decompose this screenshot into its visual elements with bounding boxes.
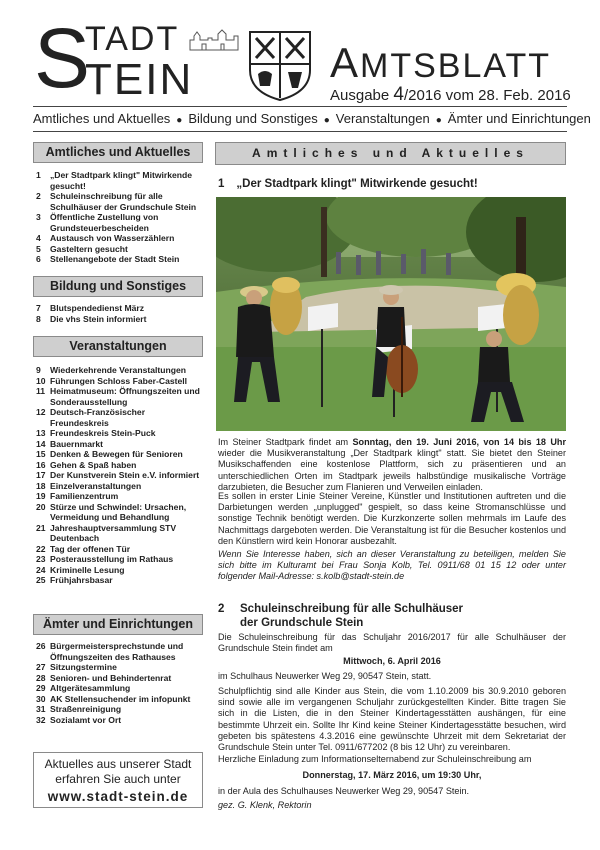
sidebar-list <box>36 303 206 324</box>
list-item: 3 Öffentliche Zustellung von Grundsteuerbescheiden <box>36 212 159 233</box>
list-item: 31 Straßenreinigung <box>36 704 122 714</box>
list-item: 16 Gehen & Spaß haben <box>36 459 137 470</box>
article-title: 2 Schuleinschreibung für alle Schulhäuser der Grundschule Stein <box>218 603 464 629</box>
article-paragraph: in der Aula des Schulhauses Neuwerker Weg 29, 90547 Stein. <box>218 786 470 796</box>
list-item: 2 Schuleinschreibung für alle Schulhäuser der Grundschule Stein <box>36 191 197 212</box>
list-item: 14 Bauernmarkt <box>36 438 104 449</box>
list-item: 8 Die vhs Stein informiert <box>36 313 147 324</box>
sidebar-heading: Ämter und Einrichtungen <box>33 614 203 635</box>
list-item: 20 Stürze und Schwindel: Ursachen, Vermeidung und Behandlung <box>36 501 187 522</box>
article-paragraph: Herzliche Einladung zum Informationselternabend zur Schuleinschreibung am <box>218 754 532 764</box>
sidebar-heading: Bildung und Sonstiges <box>33 276 203 297</box>
list-item: 6 Stellenangebote der Stadt Stein <box>36 254 180 264</box>
masthead-stadt-rest: TADT <box>85 20 180 58</box>
coat-of-arms-icon <box>248 30 312 102</box>
article-date: Mittwoch, 6. April 2016 <box>343 656 441 666</box>
list-item: 1 „Der Stadtpark klingt" Mitwirkende gesucht! <box>36 170 193 191</box>
website-box <box>33 752 203 808</box>
list-item: 21 Jahreshauptversammlung STV Deutenbach <box>36 522 177 543</box>
section-heading: Amtliches und Aktuelles <box>215 142 566 165</box>
topic-item: Amtliches und Aktuelles <box>33 111 171 126</box>
list-item: 18 Einzelveranstaltungen <box>36 480 142 491</box>
website-box-line: Aktuelles aus unserer Stadt <box>44 757 192 771</box>
article-date: Donnerstag, 17. März 2016, um 19:30 Uhr, <box>302 770 482 780</box>
divider <box>33 106 567 107</box>
article-paragraph: Wenn Sie Interesse haben, sich an dieser Veranstaltung zu beteiligen, melden Sie sich bitte im Kulturamt bei Frau Sonja Kolb, Tel. 0911/68 01 15 12 oder unter folgender Mail-Adresse: s.kolb@stadt-stein.de <box>218 549 566 582</box>
list-item: 25 Frühjahrsbasar <box>36 575 113 585</box>
list-item: 28 Senioren- und Behindertenrat <box>36 672 172 683</box>
list-item: 30 AK Stellensuchender im infopunkt <box>36 693 191 704</box>
list-item: 5 Gasteltern gesucht <box>36 243 128 254</box>
topic-item: Veranstaltungen <box>335 111 430 126</box>
list-item: 29 Altgerätesammlung <box>36 683 131 693</box>
divider <box>33 131 567 132</box>
masthead-stein-rest: TEIN <box>85 55 194 104</box>
list-item: 22 Tag der offenen Tür <box>36 543 131 554</box>
publication-title: AMTSBLATT <box>330 39 552 86</box>
list-item: 27 Sitzungstermine <box>36 662 117 672</box>
list-item: 13 Freundeskreis Stein-Puck <box>36 428 156 438</box>
article-title: 1 „Der Stadtpark klingt" Mitwirkende gesucht! <box>218 178 478 190</box>
topic-item: Bildung und Sonstiges <box>188 111 318 126</box>
sidebar-heading: Veranstaltungen <box>33 336 203 357</box>
list-item: 11 Heimatmuseum: Öffnungszeiten und Sonderausstellung <box>36 386 200 407</box>
topic-nav: Amtliches und Aktuelles ● Bildung und Sonstiges ● Veranstaltungen ● Ämter und Einrichtungen <box>33 111 591 126</box>
list-item: 10 Führungen Schloss Faber-Castell <box>36 375 188 386</box>
masthead-stadt-s: S <box>34 11 89 105</box>
list-item: 32 Sozialamt vor Ort <box>36 714 122 725</box>
article-paragraph: Schulpflichtig sind alle Kinder aus Stein, die vom 1.10.2009 bis 30.9.2010 geboren sind sowie alle im vergangenen Schuljahr zurückgestellten Kinder. Bitte tragen Sie sich in die Listen, die in den Steiner Kindertagesstätten aushängen, für eine bestimmte Uhrzeit ein. Sollte Ihr Kind keine Steiner Kindertagesstätte besuchen, wird gebeten bis spätestens 4.3.2016 eine gewünschte Uhrzeit mit dem Sekretariat der Grundschule Stein unter Tel. 0911/677202 (8 bis 12 Uhr) zu vereinbaren. <box>218 686 566 753</box>
castle-icon <box>188 28 240 52</box>
list-item: 17 Der Kunstverein Stein e.V. informiert <box>36 470 200 480</box>
list-item: 23 Posterausstellung im Rathaus <box>36 554 174 564</box>
article-paragraph: im Schulhaus Neuwerker Weg 29, 90547 Stein, statt. <box>218 671 432 681</box>
sidebar-list <box>36 641 206 725</box>
article-paragraph: Die Schuleinschreibung für das Schuljahr 2016/2017 für alle Schulhäuser der Grundschule Stein findet am <box>218 632 566 654</box>
sidebar-list <box>36 365 206 586</box>
list-item: 15 Denken & Bewegen für Senioren <box>36 449 183 459</box>
list-item: 19 Familienzentrum <box>36 491 119 501</box>
website-box-line: erfahren Sie auch unter <box>55 772 181 786</box>
list-item: 12 Deutsch-Französischer Freundeskreis <box>36 407 146 428</box>
article-signature: gez. G. Klenk, Rektorin <box>218 800 312 810</box>
list-item: 4 Austausch von Wasserzählern <box>36 233 175 243</box>
sidebar-heading: Amtliches und Aktuelles <box>33 142 203 163</box>
concert-photo <box>216 197 566 431</box>
list-item: 9 Wiederkehrende Veranstaltungen <box>36 365 187 375</box>
sidebar-list <box>36 170 206 265</box>
website-link[interactable]: www.stadt-stein.de <box>47 789 189 804</box>
issue-line: Ausgabe 4/2016 vom 28. Feb. 2016 <box>330 84 571 105</box>
list-item: 26 Bürgermeistersprechstunde und Öffnungszeiten des Rathauses <box>36 641 184 662</box>
article-paragraph: Es sollen in erster Linie Steiner Vereine, Künstler und Institutionen auftreten und die Darbietungen werden „unplugged" gespielt, so dass keine Stromanschlüsse und sonstige Technik benötigt werden. Die Kurzkonzerte sollen mehrmals im Laufe des Nachmittags dargeboten werden. Die Veranstaltung ist für die Besucher kostenlos und den Künstlern wird kein Honorar ausbezahlt. <box>218 491 566 546</box>
list-item: 24 Kriminelle Lesung <box>36 564 125 575</box>
list-item: 7 Blutspendedienst März <box>36 303 145 313</box>
topic-item: Ämter und Einrichtungen <box>447 111 591 126</box>
article-paragraph: Im Steiner Stadtpark findet am Sonntag, den 19. Juni 2016, von 14 bis 18 Uhr wieder die Musikveranstaltung „Der Stadtpark klingt" statt. Sie bietet den Steiner Musikschaffenden eine kostenlose Plattform, sich zu präsentieren und an unterschiedlichen Orten im Stadtpark jeweils halbstündige musikalische Vorträge darzubieten, die Besucher zum Flanieren und Verweilen einladen. <box>218 437 566 492</box>
